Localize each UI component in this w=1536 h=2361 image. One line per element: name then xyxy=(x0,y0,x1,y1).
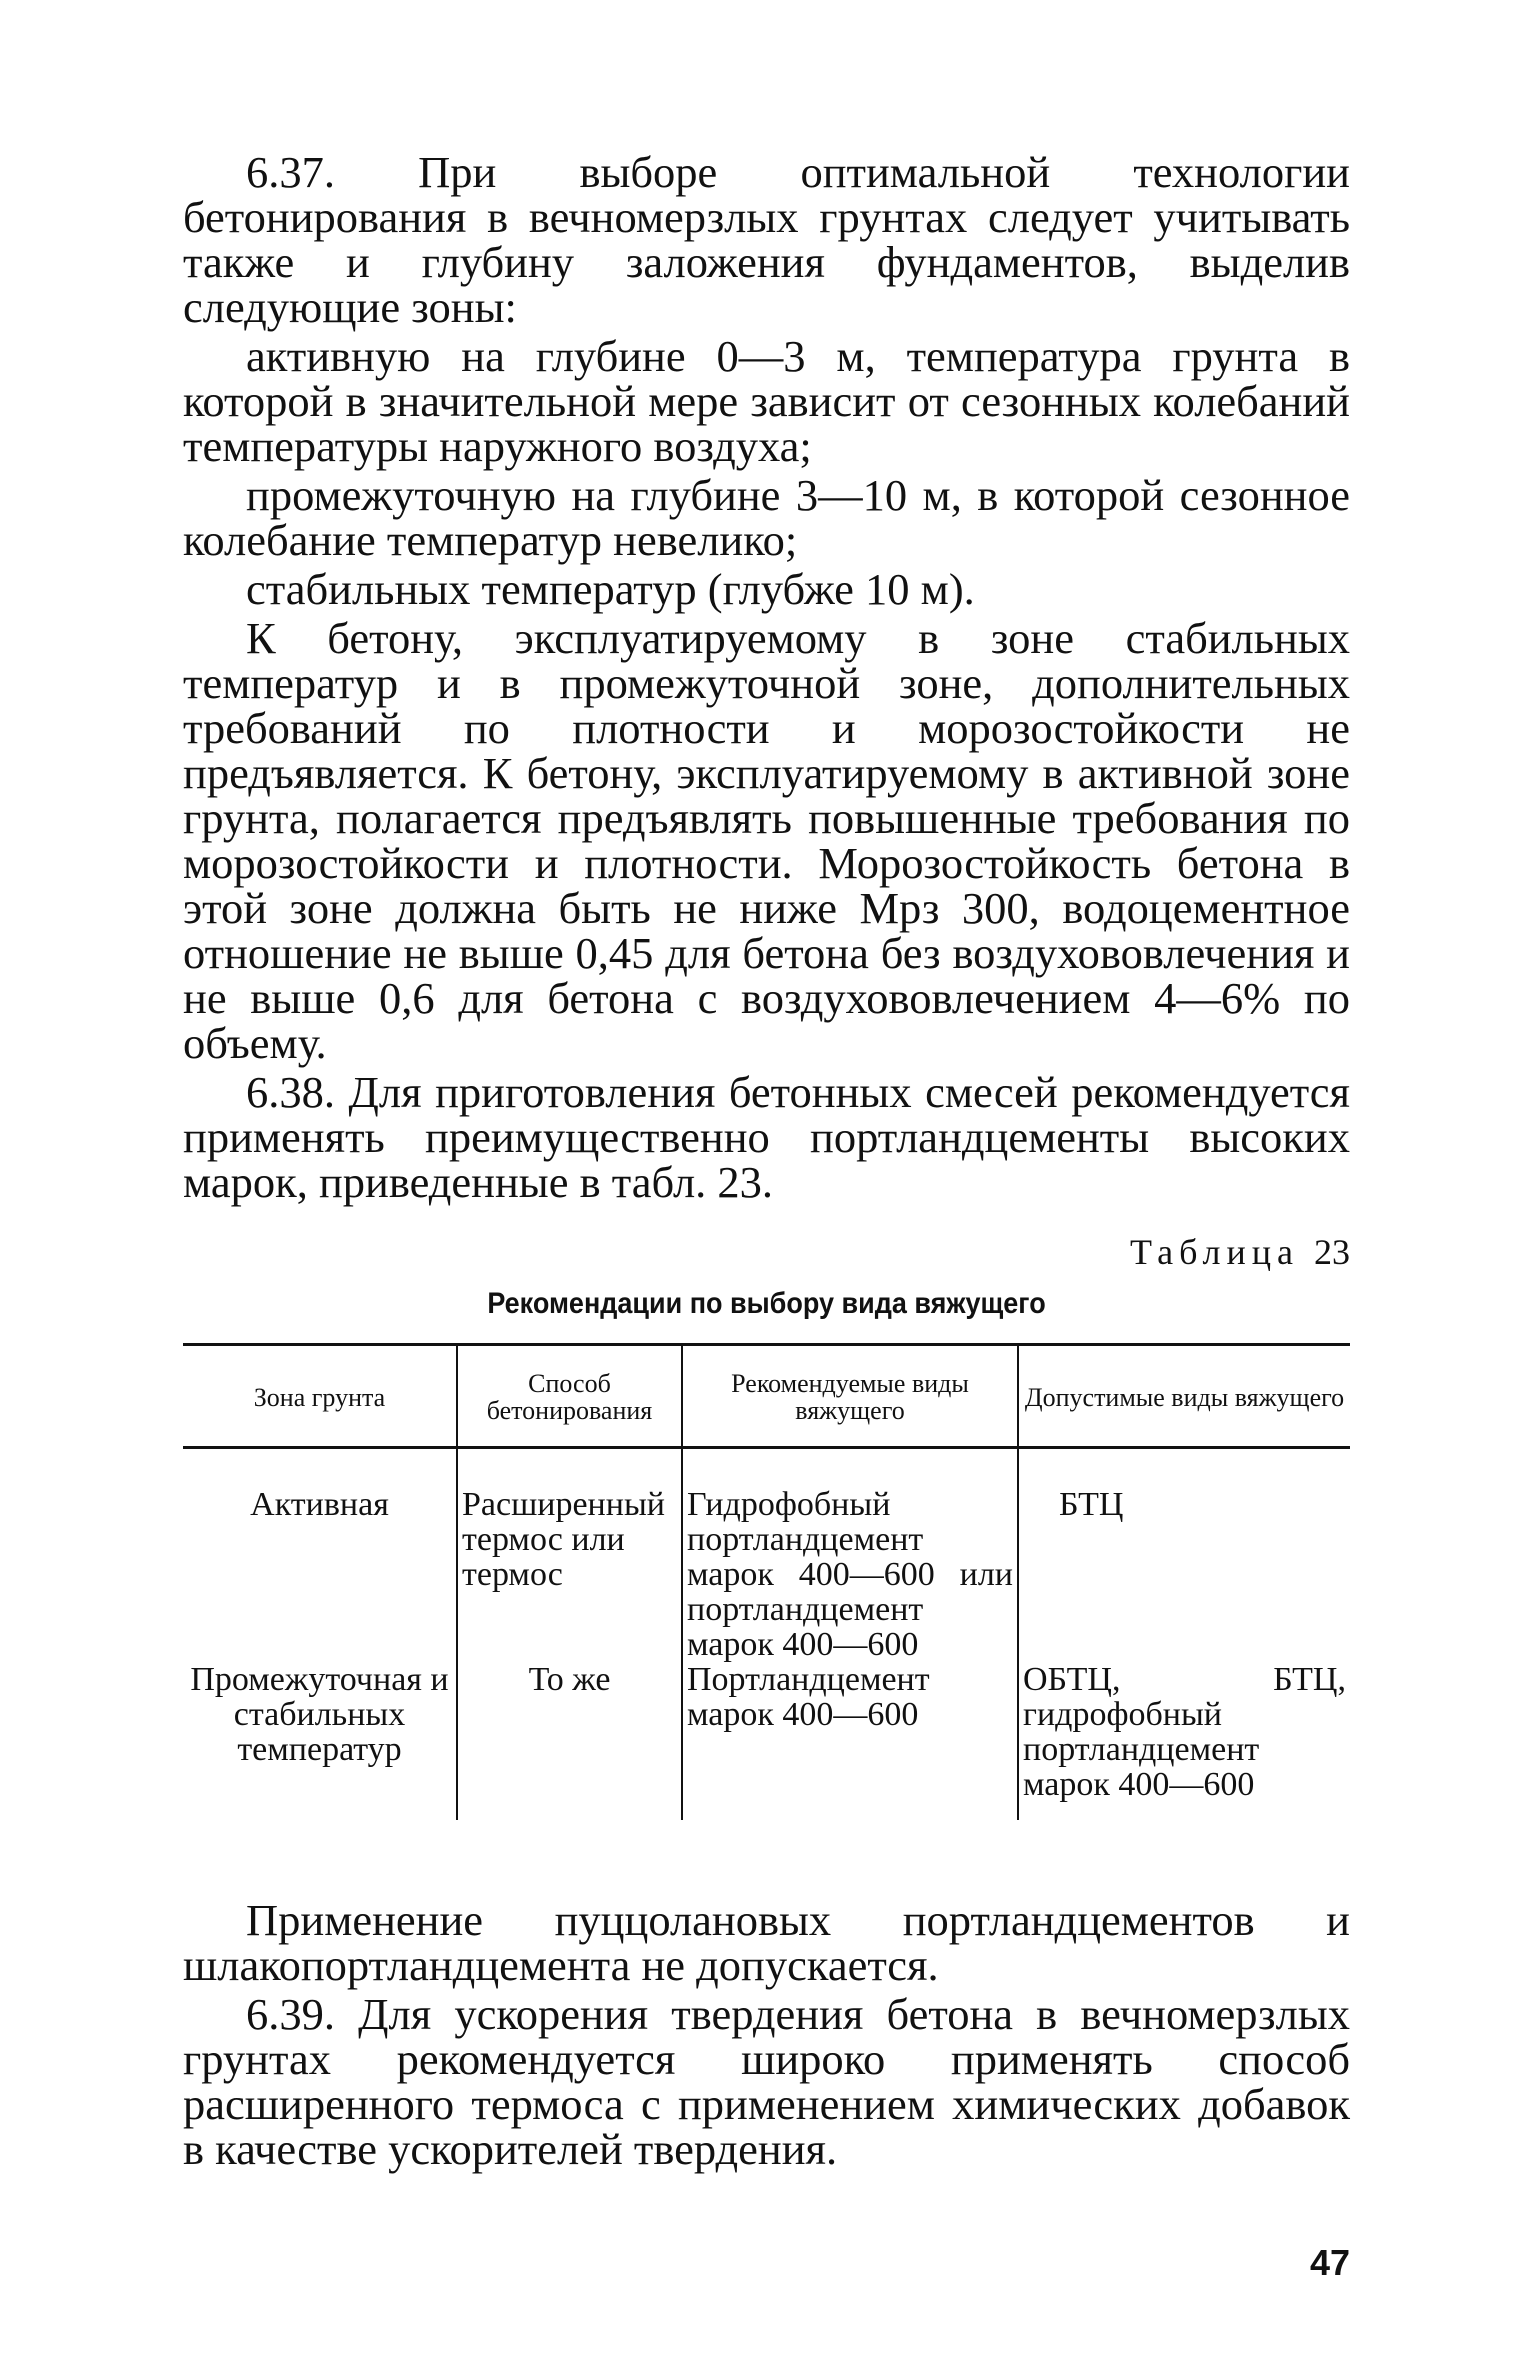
paragraph-concrete-requirements: К бетону, эксплуатируемому в зоне стабильных температур и в промежуточной зоне, дополнительных требований по плотности и морозостойкости не предъявляется. К бетону, эксплуатируемому в активной зоне грунта, полагается предъявлять повышенные требования по морозостойкости и плотности. Морозостойкость бетона в этой зоне должна быть не ниже Мрз 300, водоцементное отношение не выше 0,45 для бетона без воздухововлечения и не выше 0,6 для бетона с воздухововлечением 4—6% по объему. xyxy=(183,613,1350,1068)
binder-recommendations-table xyxy=(183,1343,1350,1820)
table-label: Таблица xyxy=(1130,1232,1299,1272)
cell-allowed: БТЦ xyxy=(1018,1448,1350,1663)
cell-method: Расширенный термос или термос xyxy=(457,1448,682,1663)
cell-allowed: ОБТЦ, БТЦ, гидрофобный портландцемент марок 400—600 xyxy=(1018,1662,1350,1820)
cell-method: То же xyxy=(457,1662,682,1820)
paragraph-pozzolan-note: Применение пуццолановых портландцементов и шлакопортландцемента не допускается. xyxy=(183,1895,1350,1990)
paragraph-6-38: 6.38. Для приготовления бетонных смесей рекомендуется применять преимущественно портландцементы высоких марок, приведенные в табл. 23. xyxy=(183,1067,1350,1207)
table-number xyxy=(183,1231,1350,1273)
cell-recommended: Портландцемент марок 400—600 xyxy=(682,1662,1018,1820)
paragraph-intermediate-zone: промежуточную на глубине 3—10 м, в которой сезонное колебание температур невелико; xyxy=(183,470,1350,565)
header-soil-zone: Зона грунта xyxy=(183,1345,457,1448)
paragraph-stable-zone: стабильных температур (глубже 10 м). xyxy=(246,564,975,614)
header-concreting-method: Способ бетонирования xyxy=(457,1345,682,1448)
page-number: 47 xyxy=(1309,2242,1350,2283)
cell-recommended: Гидрофобный портландцемент марок 400—600 или портландцемент марок 400—600 xyxy=(682,1448,1018,1663)
table-number-value: 23 xyxy=(1314,1232,1350,1272)
table-row xyxy=(183,1448,1350,1663)
cell-zone: Промежуточная и стабильных температур xyxy=(190,1661,449,1768)
table-row xyxy=(183,1662,1350,1820)
paragraph-active-zone: активную на глубине 0—3 м, температура грунта в которой в значительной мере зависит от сезонных колебаний температуры наружного воздуха; xyxy=(183,331,1350,471)
document-page xyxy=(183,147,1350,2174)
header-allowed-binders: Допустимые виды вяжущего xyxy=(1018,1345,1350,1448)
paragraph-6-39: 6.39. Для ускорения твердения бетона в вечномерзлых грунтах рекомендуется широко применять способ расширенного термоса с применением химических добавок в качестве ускорителей твердения. xyxy=(183,1989,1350,2174)
paragraph-6-37: 6.37. При выборе оптимальной технологии бетонирования в вечномерзлых грунтах следует учитывать также и глубину заложения фундаментов, выделив следующие зоны: xyxy=(183,147,1350,332)
header-recommended-binders: Рекомендуемые виды вяжущего xyxy=(682,1345,1018,1448)
cell-zone: Активная xyxy=(250,1486,389,1523)
table-title: Рекомендации по выбору вида вяжущего xyxy=(487,1287,1046,1320)
table-header-row xyxy=(183,1345,1350,1448)
